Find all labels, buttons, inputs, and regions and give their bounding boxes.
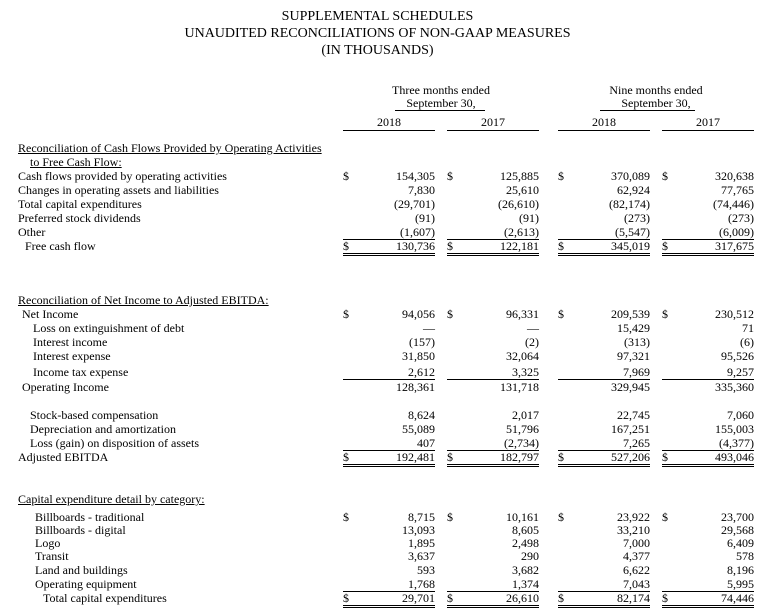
value-cell <box>662 335 754 349</box>
value-cell <box>447 225 539 240</box>
cell-amount: (29,701) <box>394 197 435 211</box>
cell-amount: (2,613) <box>504 225 539 239</box>
cell-amount: 182,797 <box>500 450 539 464</box>
cell-amount: 1,374 <box>512 577 539 591</box>
cell-amount: 8,196 <box>727 563 754 577</box>
cell-amount: 7,060 <box>727 408 754 422</box>
value-cell <box>447 510 539 524</box>
cell-amount: 15,429 <box>617 321 650 335</box>
value-cell <box>662 225 754 240</box>
value-cell <box>343 183 435 197</box>
col-year-3: 2018 <box>592 115 616 129</box>
value-cell <box>662 408 754 422</box>
row-label: Income tax expense <box>33 365 129 379</box>
col-year-2: 2017 <box>481 115 505 129</box>
value-cell <box>447 307 539 321</box>
currency-symbol: $ <box>343 239 349 253</box>
value-cell <box>343 577 435 592</box>
cell-amount: 209,539 <box>611 307 650 321</box>
currency-symbol: $ <box>343 450 349 464</box>
value-cell <box>447 365 539 380</box>
cell-amount: 2,498 <box>512 536 539 550</box>
value-cell <box>662 591 754 608</box>
row-label: Depreciation and amortization <box>30 422 176 436</box>
cell-amount: — <box>527 321 539 335</box>
value-cell <box>343 549 435 563</box>
value-cell <box>343 536 435 550</box>
value-cell <box>662 197 754 211</box>
cell-amount: 4,377 <box>623 549 650 563</box>
value-cell <box>343 225 435 240</box>
cell-amount: 10,161 <box>506 510 539 524</box>
cell-amount: (4,377) <box>719 436 754 450</box>
cell-amount: 62,924 <box>617 183 650 197</box>
value-cell <box>558 197 650 211</box>
three-months-date: September 30, <box>406 96 476 110</box>
value-cell <box>447 169 539 183</box>
cell-amount: 31,850 <box>402 349 435 363</box>
col-year-1-rule <box>343 130 435 131</box>
value-cell <box>558 239 650 256</box>
value-cell <box>558 380 650 394</box>
cell-amount: 8,715 <box>408 510 435 524</box>
currency-symbol: $ <box>558 450 564 464</box>
cell-amount: 3,682 <box>512 563 539 577</box>
value-cell <box>343 349 435 363</box>
row-label: Net Income <box>22 307 79 321</box>
value-cell <box>558 450 650 467</box>
cell-amount: 407 <box>417 436 435 450</box>
cell-amount: 7,000 <box>623 536 650 550</box>
section-heading-ebitda: Reconciliation of Net Income to Adjusted EBITDA: <box>18 293 269 307</box>
row-label: Loss on extinguishment of debt <box>33 321 185 335</box>
cell-amount: 74,446 <box>721 591 754 605</box>
cell-amount: 593 <box>417 563 435 577</box>
value-cell <box>558 591 650 608</box>
cell-amount: 23,922 <box>617 510 650 524</box>
value-cell <box>662 549 754 563</box>
cell-amount: 290 <box>521 549 539 563</box>
cell-amount: 26,610 <box>506 591 539 605</box>
cell-amount: 130,736 <box>396 239 435 253</box>
value-cell <box>662 436 754 451</box>
value-cell <box>447 211 539 225</box>
value-cell <box>343 307 435 321</box>
value-cell <box>447 450 539 467</box>
currency-symbol: $ <box>662 307 668 321</box>
value-cell <box>662 169 754 183</box>
section-heading-fcf-cont: to Free Cash Flow: <box>30 155 122 169</box>
currency-symbol: $ <box>558 307 564 321</box>
col-year-4-rule <box>662 130 754 131</box>
cell-amount: (157) <box>409 335 435 349</box>
cell-amount: 71 <box>742 321 754 335</box>
value-cell <box>447 536 539 550</box>
cell-amount: 192,481 <box>396 450 435 464</box>
row-label: Adjusted EBITDA <box>18 450 109 464</box>
cell-amount: 230,512 <box>715 307 754 321</box>
row-label: Logo <box>35 536 61 550</box>
value-cell <box>447 321 539 335</box>
cell-amount: 29,701 <box>402 591 435 605</box>
section-heading-fcf: Reconciliation of Cash Flows Provided by Operating Activities <box>18 141 322 155</box>
cell-amount: 317,675 <box>715 239 754 253</box>
value-cell <box>662 239 754 256</box>
currency-symbol: $ <box>662 169 668 183</box>
row-label: Interest income <box>33 335 108 349</box>
value-cell <box>343 563 435 577</box>
cell-amount: 33,210 <box>617 523 650 537</box>
cell-amount: (6,009) <box>719 225 754 239</box>
value-cell <box>447 591 539 608</box>
value-cell <box>662 380 754 394</box>
currency-symbol: $ <box>447 510 453 524</box>
report-units: (IN THOUSANDS) <box>321 43 434 58</box>
value-cell <box>343 365 435 380</box>
cell-amount: (5,547) <box>615 225 650 239</box>
three-months-header: Three months ended <box>392 83 490 97</box>
value-cell <box>558 408 650 422</box>
value-cell <box>343 197 435 211</box>
cell-amount: 154,305 <box>396 169 435 183</box>
cell-amount: (6) <box>740 335 754 349</box>
nine-months-rule <box>600 110 695 111</box>
row-label: Cash flows provided by operating activities <box>18 169 227 183</box>
cell-amount: 96,331 <box>506 307 539 321</box>
value-cell <box>662 450 754 467</box>
currency-symbol: $ <box>558 510 564 524</box>
value-cell <box>447 335 539 349</box>
report-title: SUPPLEMENTAL SCHEDULES <box>281 9 474 24</box>
value-cell <box>447 197 539 211</box>
row-label: Interest expense <box>33 349 111 363</box>
value-cell <box>558 335 650 349</box>
cell-amount: 167,251 <box>611 422 650 436</box>
value-cell <box>447 183 539 197</box>
currency-symbol: $ <box>447 307 453 321</box>
row-label: Land and buildings <box>35 563 128 577</box>
currency-symbol: $ <box>662 591 668 605</box>
currency-symbol: $ <box>343 510 349 524</box>
cell-amount: 32,064 <box>506 349 539 363</box>
cell-amount: 55,089 <box>402 422 435 436</box>
value-cell <box>662 422 754 436</box>
value-cell <box>343 523 435 537</box>
cell-amount: 131,718 <box>500 380 539 394</box>
row-label: Free cash flow <box>25 239 96 253</box>
cell-amount: 320,638 <box>715 169 754 183</box>
cell-amount: 8,605 <box>512 523 539 537</box>
currency-symbol: $ <box>447 169 453 183</box>
row-label: Transit <box>35 549 69 563</box>
cell-amount: (91) <box>415 211 435 225</box>
cell-amount: 23,700 <box>721 510 754 524</box>
value-cell <box>343 510 435 524</box>
value-cell <box>343 239 435 256</box>
value-cell <box>558 349 650 363</box>
value-cell <box>447 577 539 592</box>
cell-amount: 77,765 <box>721 183 754 197</box>
cell-amount: 95,526 <box>721 349 754 363</box>
cell-amount: (91) <box>519 211 539 225</box>
value-cell <box>447 422 539 436</box>
cell-amount: 345,019 <box>611 239 650 253</box>
cell-amount: 13,093 <box>402 523 435 537</box>
currency-symbol: $ <box>558 239 564 253</box>
currency-symbol: $ <box>343 591 349 605</box>
cell-amount: (2,734) <box>504 436 539 450</box>
currency-symbol: $ <box>662 450 668 464</box>
cell-amount: 5,995 <box>727 577 754 591</box>
row-label: Other <box>18 225 46 239</box>
value-cell <box>447 436 539 451</box>
currency-symbol: $ <box>447 239 453 253</box>
row-label: Billboards - digital <box>35 523 126 537</box>
nine-months-date: September 30, <box>621 96 691 110</box>
cell-amount: (74,446) <box>713 197 754 211</box>
cell-amount: (26,610) <box>498 197 539 211</box>
cell-amount: (82,174) <box>609 197 650 211</box>
currency-symbol: $ <box>343 169 349 183</box>
value-cell <box>343 380 435 394</box>
nine-months-header: Nine months ended <box>609 83 703 97</box>
value-cell <box>343 408 435 422</box>
cell-amount: 155,003 <box>715 422 754 436</box>
value-cell <box>343 591 435 608</box>
cell-amount: (2) <box>525 335 539 349</box>
currency-symbol: $ <box>447 450 453 464</box>
cell-amount: 7,265 <box>623 436 650 450</box>
value-cell <box>662 577 754 592</box>
value-cell <box>662 510 754 524</box>
cell-amount: (273) <box>728 211 754 225</box>
cell-amount: (313) <box>624 335 650 349</box>
cell-amount: 1,895 <box>408 536 435 550</box>
cell-amount: 3,325 <box>512 365 539 379</box>
col-year-2-rule <box>447 130 539 131</box>
value-cell <box>447 408 539 422</box>
value-cell <box>662 321 754 335</box>
cell-amount: 25,610 <box>506 183 539 197</box>
cell-amount: 122,181 <box>500 239 539 253</box>
currency-symbol: $ <box>558 591 564 605</box>
cell-amount: 329,945 <box>611 380 650 394</box>
cell-amount: 527,206 <box>611 450 650 464</box>
currency-symbol: $ <box>447 591 453 605</box>
value-cell <box>662 563 754 577</box>
cell-amount: 335,360 <box>715 380 754 394</box>
cell-amount: (1,607) <box>400 225 435 239</box>
value-cell <box>558 183 650 197</box>
cell-amount: 82,174 <box>617 591 650 605</box>
row-label: Operating Income <box>22 380 109 394</box>
row-label: Billboards - traditional <box>35 510 145 524</box>
value-cell <box>662 307 754 321</box>
col-year-4: 2017 <box>696 115 720 129</box>
cell-amount: 8,624 <box>408 408 435 422</box>
row-label: Total capital expenditures <box>18 197 142 211</box>
value-cell <box>558 321 650 335</box>
cell-amount: 125,885 <box>500 169 539 183</box>
cell-amount: 51,796 <box>506 422 539 436</box>
row-label: Preferred stock dividends <box>18 211 141 225</box>
section-heading-capex: Capital expenditure detail by category: <box>18 492 205 506</box>
cell-amount: 97,321 <box>617 349 650 363</box>
value-cell <box>447 563 539 577</box>
value-cell <box>343 211 435 225</box>
cell-amount: 128,361 <box>396 380 435 394</box>
currency-symbol: $ <box>558 169 564 183</box>
cell-amount: — <box>423 321 435 335</box>
value-cell <box>558 422 650 436</box>
value-cell <box>558 436 650 451</box>
value-cell <box>558 169 650 183</box>
cell-amount: 6,622 <box>623 563 650 577</box>
cell-amount: 370,089 <box>611 169 650 183</box>
cell-amount: (273) <box>624 211 650 225</box>
value-cell <box>447 549 539 563</box>
value-cell <box>558 563 650 577</box>
cell-amount: 578 <box>736 549 754 563</box>
value-cell <box>558 523 650 537</box>
cell-amount: 7,043 <box>623 577 650 591</box>
value-cell <box>662 211 754 225</box>
value-cell <box>343 169 435 183</box>
value-cell <box>447 239 539 256</box>
value-cell <box>447 349 539 363</box>
cell-amount: 29,568 <box>721 523 754 537</box>
cell-amount: 2,017 <box>512 408 539 422</box>
report-subtitle: UNAUDITED RECONCILIATIONS OF NON-GAAP MEASURES <box>184 26 571 41</box>
cell-amount: 7,969 <box>623 365 650 379</box>
cell-amount: 7,830 <box>408 183 435 197</box>
value-cell <box>662 536 754 550</box>
value-cell <box>447 380 539 394</box>
value-cell <box>447 523 539 537</box>
cell-amount: 1,768 <box>408 577 435 591</box>
value-cell <box>343 450 435 467</box>
three-months-rule <box>395 110 485 111</box>
col-year-3-rule <box>558 130 650 131</box>
row-label: Loss (gain) on disposition of assets <box>30 436 199 450</box>
row-label: Stock-based compensation <box>30 408 159 422</box>
value-cell <box>343 436 435 451</box>
currency-symbol: $ <box>343 307 349 321</box>
currency-symbol: $ <box>662 510 668 524</box>
row-label: Changes in operating assets and liabilities <box>18 183 219 197</box>
value-cell <box>343 422 435 436</box>
value-cell <box>558 510 650 524</box>
currency-symbol: $ <box>662 239 668 253</box>
row-label: Total capital expenditures <box>43 591 167 605</box>
value-cell <box>558 365 650 380</box>
col-year-1: 2018 <box>377 115 401 129</box>
value-cell <box>558 549 650 563</box>
value-cell <box>558 536 650 550</box>
cell-amount: 6,409 <box>727 536 754 550</box>
value-cell <box>662 365 754 380</box>
value-cell <box>662 349 754 363</box>
cell-amount: 2,612 <box>408 365 435 379</box>
row-label: Operating equipment <box>35 577 137 591</box>
cell-amount: 3,637 <box>408 549 435 563</box>
value-cell <box>662 183 754 197</box>
cell-amount: 22,745 <box>617 408 650 422</box>
cell-amount: 9,257 <box>727 365 754 379</box>
cell-amount: 493,046 <box>715 450 754 464</box>
value-cell <box>558 211 650 225</box>
value-cell <box>558 225 650 240</box>
value-cell <box>343 321 435 335</box>
value-cell <box>343 335 435 349</box>
cell-amount: 94,056 <box>402 307 435 321</box>
value-cell <box>558 307 650 321</box>
value-cell <box>662 523 754 537</box>
value-cell <box>558 577 650 592</box>
